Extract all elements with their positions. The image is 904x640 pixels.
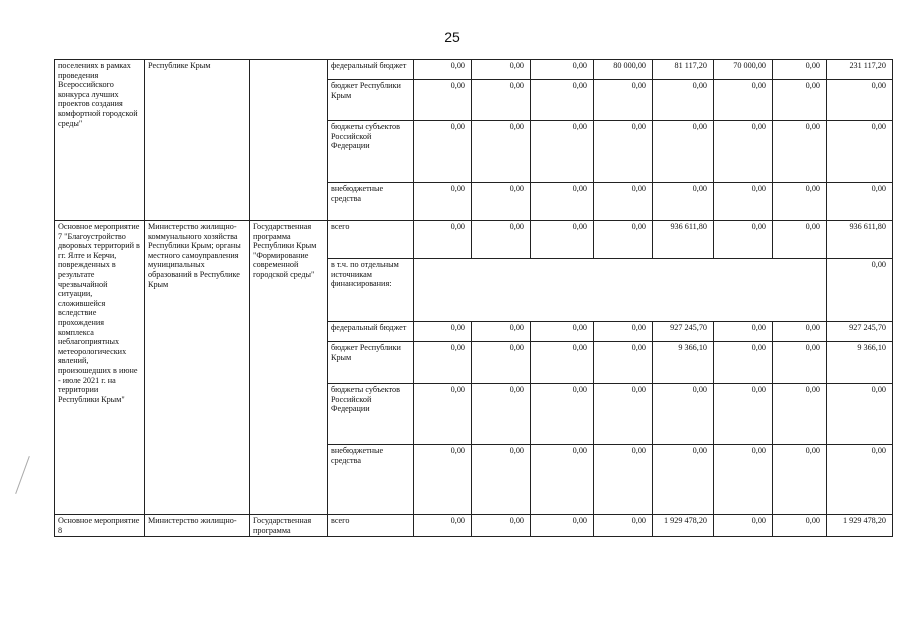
section-b-row-1-value-cell-5: 927 245,70 <box>653 322 714 342</box>
section-b-row-1-value-cell-1: 0,00 <box>414 322 472 342</box>
section-c-total-value-cell-8: 1 929 478,20 <box>827 515 893 537</box>
section-a-row-1-value-cell-3: 0,00 <box>531 60 594 80</box>
section-a-row-2-value-cell-8: 0,00 <box>827 80 893 121</box>
section-b-row-3-value-cell-4: 0,00 <box>594 384 653 445</box>
section-a-row-4-value-cell-3: 0,00 <box>531 183 594 221</box>
section-b-total-source-cell: всего <box>328 221 414 259</box>
section-b-row-4-value-cell-8: 0,00 <box>827 445 893 515</box>
section-b-row-2-value-cell-6: 0,00 <box>714 342 773 384</box>
table-row <box>55 515 893 537</box>
section-b-row-2-value-cell-4: 0,00 <box>594 342 653 384</box>
program-cell: Государственная программа Республики Крым "Формирование современной городской среды" <box>250 221 328 515</box>
section-a-row-3-source-cell: бюджеты субъектов Российской Федерации <box>328 121 414 183</box>
section-b-row-2-value-cell-3: 0,00 <box>531 342 594 384</box>
section-b-row-4-value-cell-6: 0,00 <box>714 445 773 515</box>
section-b-sub-total-cell: 0,00 <box>827 259 893 322</box>
section-a-row-4-value-cell-6: 0,00 <box>714 183 773 221</box>
section-a-row-2-value-cell-6: 0,00 <box>714 80 773 121</box>
executor-cell: Республике Крым <box>145 60 250 221</box>
section-b-row-3-value-cell-8: 0,00 <box>827 384 893 445</box>
section-a-row-4-source-cell: внебюджетные средства <box>328 183 414 221</box>
section-b-row-1-value-cell-6: 0,00 <box>714 322 773 342</box>
section-a-row-2-value-cell-1: 0,00 <box>414 80 472 121</box>
section-b-row-4-value-cell-7: 0,00 <box>773 445 827 515</box>
section-a-row-4-value-cell-1: 0,00 <box>414 183 472 221</box>
section-c-total-value-cell-3: 0,00 <box>531 515 594 537</box>
section-a-row-2-value-cell-4: 0,00 <box>594 80 653 121</box>
section-a-row-1-value-cell-6: 70 000,00 <box>714 60 773 80</box>
page-number: 25 <box>444 29 460 45</box>
section-b-total-value-cell-2: 0,00 <box>472 221 531 259</box>
section-a-row-2-value-cell-2: 0,00 <box>472 80 531 121</box>
section-b-row-3-value-cell-5: 0,00 <box>653 384 714 445</box>
section-b-row-1-value-cell-8: 927 245,70 <box>827 322 893 342</box>
section-a-row-4-value-cell-7: 0,00 <box>773 183 827 221</box>
section-a-row-2-value-cell-3: 0,00 <box>531 80 594 121</box>
table-row <box>55 60 893 80</box>
section-a-row-1-value-cell-1: 0,00 <box>414 60 472 80</box>
section-c-total-value-cell-7: 0,00 <box>773 515 827 537</box>
section-a-row-3-value-cell-2: 0,00 <box>472 121 531 183</box>
event-title-cell: Основное мероприятие 8 <box>55 515 145 537</box>
section-a-row-1-value-cell-7: 0,00 <box>773 60 827 80</box>
section-c-total-value-cell-4: 0,00 <box>594 515 653 537</box>
section-a-row-2-source-cell: бюджет Республики Крым <box>328 80 414 121</box>
section-b-row-1-value-cell-3: 0,00 <box>531 322 594 342</box>
section-b-row-2-value-cell-7: 0,00 <box>773 342 827 384</box>
executor-cell: Министерство жилищно-коммунального хозяйства Республики Крым; органы местного самоуправления муниципальных образований в Республике Крым <box>145 221 250 515</box>
section-a-row-4-value-cell-2: 0,00 <box>472 183 531 221</box>
section-b-total-value-cell-1: 0,00 <box>414 221 472 259</box>
section-b-total-value-cell-4: 0,00 <box>594 221 653 259</box>
section-b-row-2-source-cell: бюджет Республики Крым <box>328 342 414 384</box>
section-b-total-value-cell-8: 936 611,80 <box>827 221 893 259</box>
section-b-row-4-value-cell-4: 0,00 <box>594 445 653 515</box>
budget-table <box>54 59 893 537</box>
section-a-row-2-value-cell-7: 0,00 <box>773 80 827 121</box>
section-b-row-4-value-cell-5: 0,00 <box>653 445 714 515</box>
section-a-row-3-value-cell-1: 0,00 <box>414 121 472 183</box>
section-a-row-1-value-cell-8: 231 117,20 <box>827 60 893 80</box>
program-cell: Государственная программа <box>250 515 328 537</box>
section-b-total-value-cell-5: 936 611,80 <box>653 221 714 259</box>
section-a-row-3-value-cell-7: 0,00 <box>773 121 827 183</box>
section-b-row-2-value-cell-2: 0,00 <box>472 342 531 384</box>
section-b-total-value-cell-3: 0,00 <box>531 221 594 259</box>
section-c-total-value-cell-1: 0,00 <box>414 515 472 537</box>
margin-mark <box>15 456 30 494</box>
section-b-row-3-value-cell-3: 0,00 <box>531 384 594 445</box>
section-a-row-3-value-cell-6: 0,00 <box>714 121 773 183</box>
section-b-sub-source-cell: в т.ч. по отдельным источникам финансирования: <box>328 259 414 322</box>
section-a-row-3-value-cell-3: 0,00 <box>531 121 594 183</box>
section-a-row-2-value-cell-5: 0,00 <box>653 80 714 121</box>
section-b-row-2-value-cell-8: 9 366,10 <box>827 342 893 384</box>
section-c-total-value-cell-6: 0,00 <box>714 515 773 537</box>
section-b-row-3-value-cell-1: 0,00 <box>414 384 472 445</box>
event-title-cell: поселениях в рамках проведения Всероссийского конкурса лучших проектов создания комфортной городской среды" <box>55 60 145 221</box>
section-a-row-1-source-cell: федеральный бюджет <box>328 60 414 80</box>
section-a-row-4-value-cell-4: 0,00 <box>594 183 653 221</box>
section-a-row-3-value-cell-4: 0,00 <box>594 121 653 183</box>
section-b-total-value-cell-6: 0,00 <box>714 221 773 259</box>
section-a-row-1-value-cell-4: 80 000,00 <box>594 60 653 80</box>
section-c-total-value-cell-2: 0,00 <box>472 515 531 537</box>
section-a-row-4-value-cell-5: 0,00 <box>653 183 714 221</box>
section-b-row-1-value-cell-4: 0,00 <box>594 322 653 342</box>
section-c-total-value-cell-5: 1 929 478,20 <box>653 515 714 537</box>
section-b-row-4-value-cell-2: 0,00 <box>472 445 531 515</box>
section-b-row-4-value-cell-3: 0,00 <box>531 445 594 515</box>
event-title-cell: Основное мероприятие 7 "Благоустройство дворовых территорий в гг. Ялте и Керчи, поврежденных в результате чрезвычайной ситуации, сложившейся вследствие прохождения комплекса неблагоприятных метеорологических явлений, произошедших в июне - июле 2021 г. на территории Республики Крым" <box>55 221 145 515</box>
section-b-row-1-value-cell-2: 0,00 <box>472 322 531 342</box>
section-b-total-value-cell-7: 0,00 <box>773 221 827 259</box>
section-b-row-1-value-cell-7: 0,00 <box>773 322 827 342</box>
section-a-row-1-value-cell-2: 0,00 <box>472 60 531 80</box>
section-a-row-1-value-cell-5: 81 117,20 <box>653 60 714 80</box>
section-b-row-3-value-cell-7: 0,00 <box>773 384 827 445</box>
section-b-row-3-value-cell-2: 0,00 <box>472 384 531 445</box>
section-b-row-4-source-cell: внебюджетные средства <box>328 445 414 515</box>
executor-cell: Министерство жилищно- <box>145 515 250 537</box>
section-b-row-3-value-cell-6: 0,00 <box>714 384 773 445</box>
section-a-row-3-value-cell-8: 0,00 <box>827 121 893 183</box>
program-cell <box>250 60 328 221</box>
table-row <box>55 221 893 259</box>
section-b-row-4-value-cell-1: 0,00 <box>414 445 472 515</box>
section-a-row-3-value-cell-5: 0,00 <box>653 121 714 183</box>
section-b-row-2-value-cell-5: 9 366,10 <box>653 342 714 384</box>
section-a-row-4-value-cell-8: 0,00 <box>827 183 893 221</box>
section-c-total-source-cell: всего <box>328 515 414 537</box>
section-b-row-2-value-cell-1: 0,00 <box>414 342 472 384</box>
section-b-row-3-source-cell: бюджеты субъектов Российской Федерации <box>328 384 414 445</box>
section-b-sub-empty-cell <box>414 259 827 322</box>
section-b-row-1-source-cell: федеральный бюджет <box>328 322 414 342</box>
